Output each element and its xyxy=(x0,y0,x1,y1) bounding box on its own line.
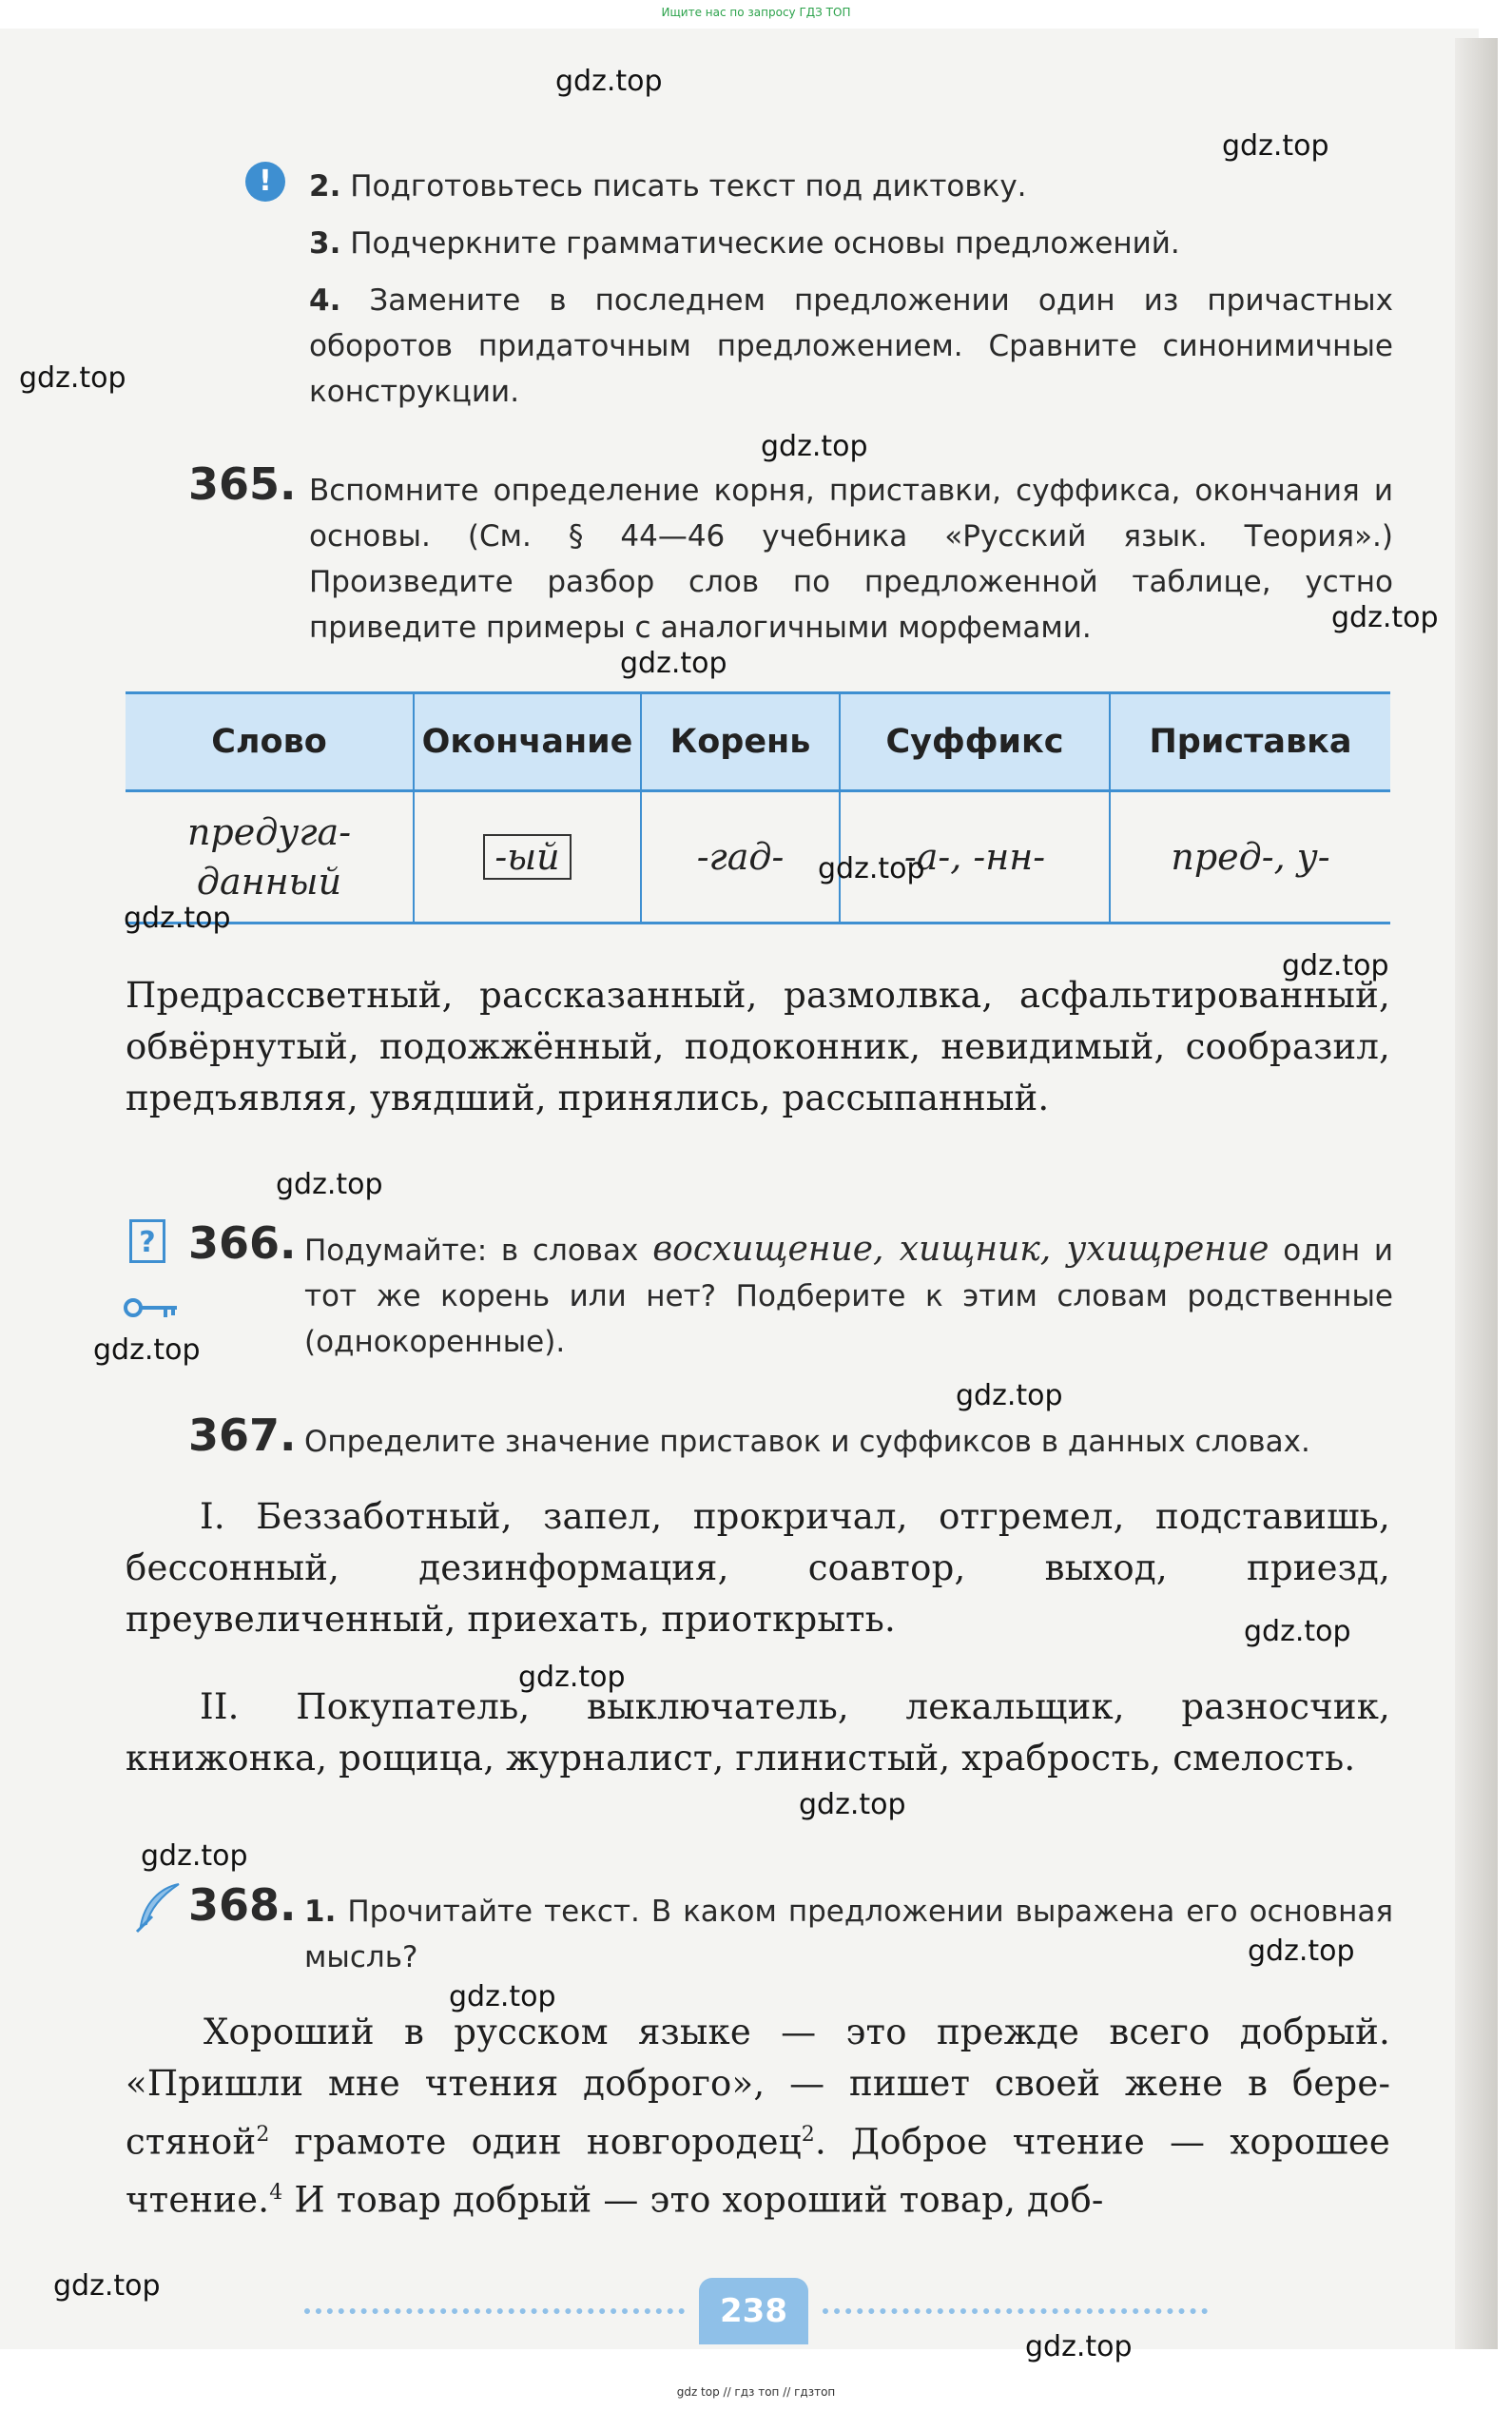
exercise-367-number: 367. xyxy=(188,1410,297,1461)
task-3-number: 3. xyxy=(309,226,341,261)
exercise-366-text-2: один и тот же корень или нет? Подберите к этим словам родственные (однокоренные). xyxy=(304,1234,1394,1359)
morpheme-table xyxy=(126,691,1390,924)
exercise-365-number: 365. xyxy=(188,458,297,510)
exercise-368-reading-text xyxy=(126,2007,1390,2226)
watermark: gdz.top xyxy=(124,902,231,935)
task-3-text: Подчеркните грамматические основы предложений. xyxy=(350,226,1180,261)
exercise-367-part-2: II. Покупатель, выключатель, лекальщик, разносчик, книжонка, рощица, журналист, глинистый, храбрость, смелость. xyxy=(126,1686,1390,1779)
footnote-mark: 2 xyxy=(256,2123,270,2147)
exercise-365-words: Предрассветный, рассказанный, размолвка, асфальтированный, обвёрнутый, подожжённый, подоконник, невидимый, сообразил, предъявляя, увядший, принялись, рассыпанный. xyxy=(126,975,1390,1118)
table-header: Приставка xyxy=(1110,693,1390,791)
task-2 xyxy=(309,164,1393,209)
watermark: gdz.top xyxy=(620,647,727,680)
task-4-text: Замените в последнем предложении один из причастных оборотов придаточным предложением. Сравните синонимичные конструкции. xyxy=(309,283,1393,409)
bottom-ad-text[interactable]: gdz top // гдз топ // гдзтоп xyxy=(676,2385,836,2399)
pen-icon xyxy=(131,1878,188,1935)
table-cell-root: -гад- xyxy=(641,791,840,924)
exercise-368-instruction: Прочитайте текст. В каком предложении выражена его основная мысль? xyxy=(304,1895,1393,1974)
table-header: Окончание xyxy=(414,693,641,791)
watermark: gdz.top xyxy=(518,1661,626,1694)
watermark: gdz.top xyxy=(761,430,868,463)
table-header: Суффикс xyxy=(840,693,1110,791)
watermark: gdz.top xyxy=(93,1333,201,1367)
reading-part-4: И товар добрый — это хороший товар, доб- xyxy=(282,2179,1104,2221)
footnote-mark: 4 xyxy=(269,2181,283,2206)
watermark: gdz.top xyxy=(1222,129,1329,163)
watermark: gdz.top xyxy=(276,1168,383,1201)
exercise-365-text: Вспомните определение корня, приставки, суффикса, окончания и основы. (См. § 44—46 учебника «Русский язык. Теория».) Произведите разбор слов по предложенной таблице, устно приведите примеры с аналогичными морфемами. xyxy=(309,474,1393,645)
watermark: gdz.top xyxy=(555,65,663,98)
exercise-366-text xyxy=(304,1227,1393,1365)
reading-part-3: . Доброе чтение — хорошее чтение. xyxy=(126,2121,1391,2221)
table-header: Слово xyxy=(126,693,414,791)
table-header: Корень xyxy=(641,693,840,791)
table-cell-suffix: -а-, -нн- xyxy=(840,791,1110,924)
watermark: gdz.top xyxy=(449,1980,556,2013)
watermark: gdz.top xyxy=(956,1379,1063,1412)
watermark: gdz.top xyxy=(799,1788,906,1821)
top-ad-text[interactable]: Ищите нас по запросу ГДЗ ТОП xyxy=(661,6,851,19)
word-part-1: предуга- xyxy=(186,811,352,853)
table-row xyxy=(126,791,1390,924)
watermark: gdz.top xyxy=(1282,949,1389,982)
page-edge-shadow xyxy=(1455,38,1498,2349)
reading-part-2: грамоте один новгородец xyxy=(269,2121,802,2163)
watermark: gdz.top xyxy=(1025,2330,1133,2363)
task-2-number: 2. xyxy=(309,169,341,204)
ending-box: -ый xyxy=(483,834,571,880)
watermark: gdz.top xyxy=(1331,601,1439,634)
exercise-367-text: Определите значение приставок и суффиксов в данных словах. xyxy=(304,1425,1310,1459)
task-3 xyxy=(309,221,1393,266)
reading-part-1: Хороший в русском языке — это прежде всего добрый. «Пришли мне чтения доброго», — пишет своей жене в берестяной xyxy=(126,2012,1390,2163)
page-number: 238 xyxy=(699,2278,808,2344)
task-4-number: 4. xyxy=(309,283,341,318)
exercise-368-sub-number: 1. xyxy=(304,1895,337,1929)
dotted-divider-left xyxy=(304,2308,685,2314)
footnote-mark: 2 xyxy=(801,2123,815,2147)
exercise-366-words: восхищение, хищник, ухищрение xyxy=(652,1230,1270,1269)
task-2-text: Подготовьтесь писать текст под диктовку. xyxy=(350,169,1027,204)
watermark: gdz.top xyxy=(818,852,925,885)
key-icon xyxy=(124,1293,181,1322)
exclamation-icon: ! xyxy=(245,162,285,202)
exercise-368-number: 368. xyxy=(188,1879,297,1931)
exercise-367-part-1: I. Беззаботный, запел, прокричал, отгремел, подставишь, бессонный, дезинформация, соавтор, выход, приезд, преувеличенный, приехать, приоткрыть. xyxy=(126,1496,1390,1640)
exercise-366-text-1: Подумайте: в словах xyxy=(304,1234,639,1268)
exercise-368-text xyxy=(304,1889,1393,1980)
task-4 xyxy=(309,278,1393,415)
exercise-366-number: 366. xyxy=(188,1217,297,1269)
table-cell-ending xyxy=(414,791,641,924)
watermark: gdz.top xyxy=(19,361,126,395)
watermark: gdz.top xyxy=(141,1839,248,1873)
table-cell-prefix: пред-, у- xyxy=(1110,791,1390,924)
watermark: gdz.top xyxy=(1244,1615,1351,1648)
dotted-divider-right xyxy=(823,2308,1208,2314)
watermark: gdz.top xyxy=(53,2269,161,2303)
word-part-2: данный xyxy=(196,861,342,903)
watermark: gdz.top xyxy=(1248,1935,1355,1968)
table-header-row xyxy=(126,693,1390,791)
question-icon: ? xyxy=(129,1219,165,1263)
